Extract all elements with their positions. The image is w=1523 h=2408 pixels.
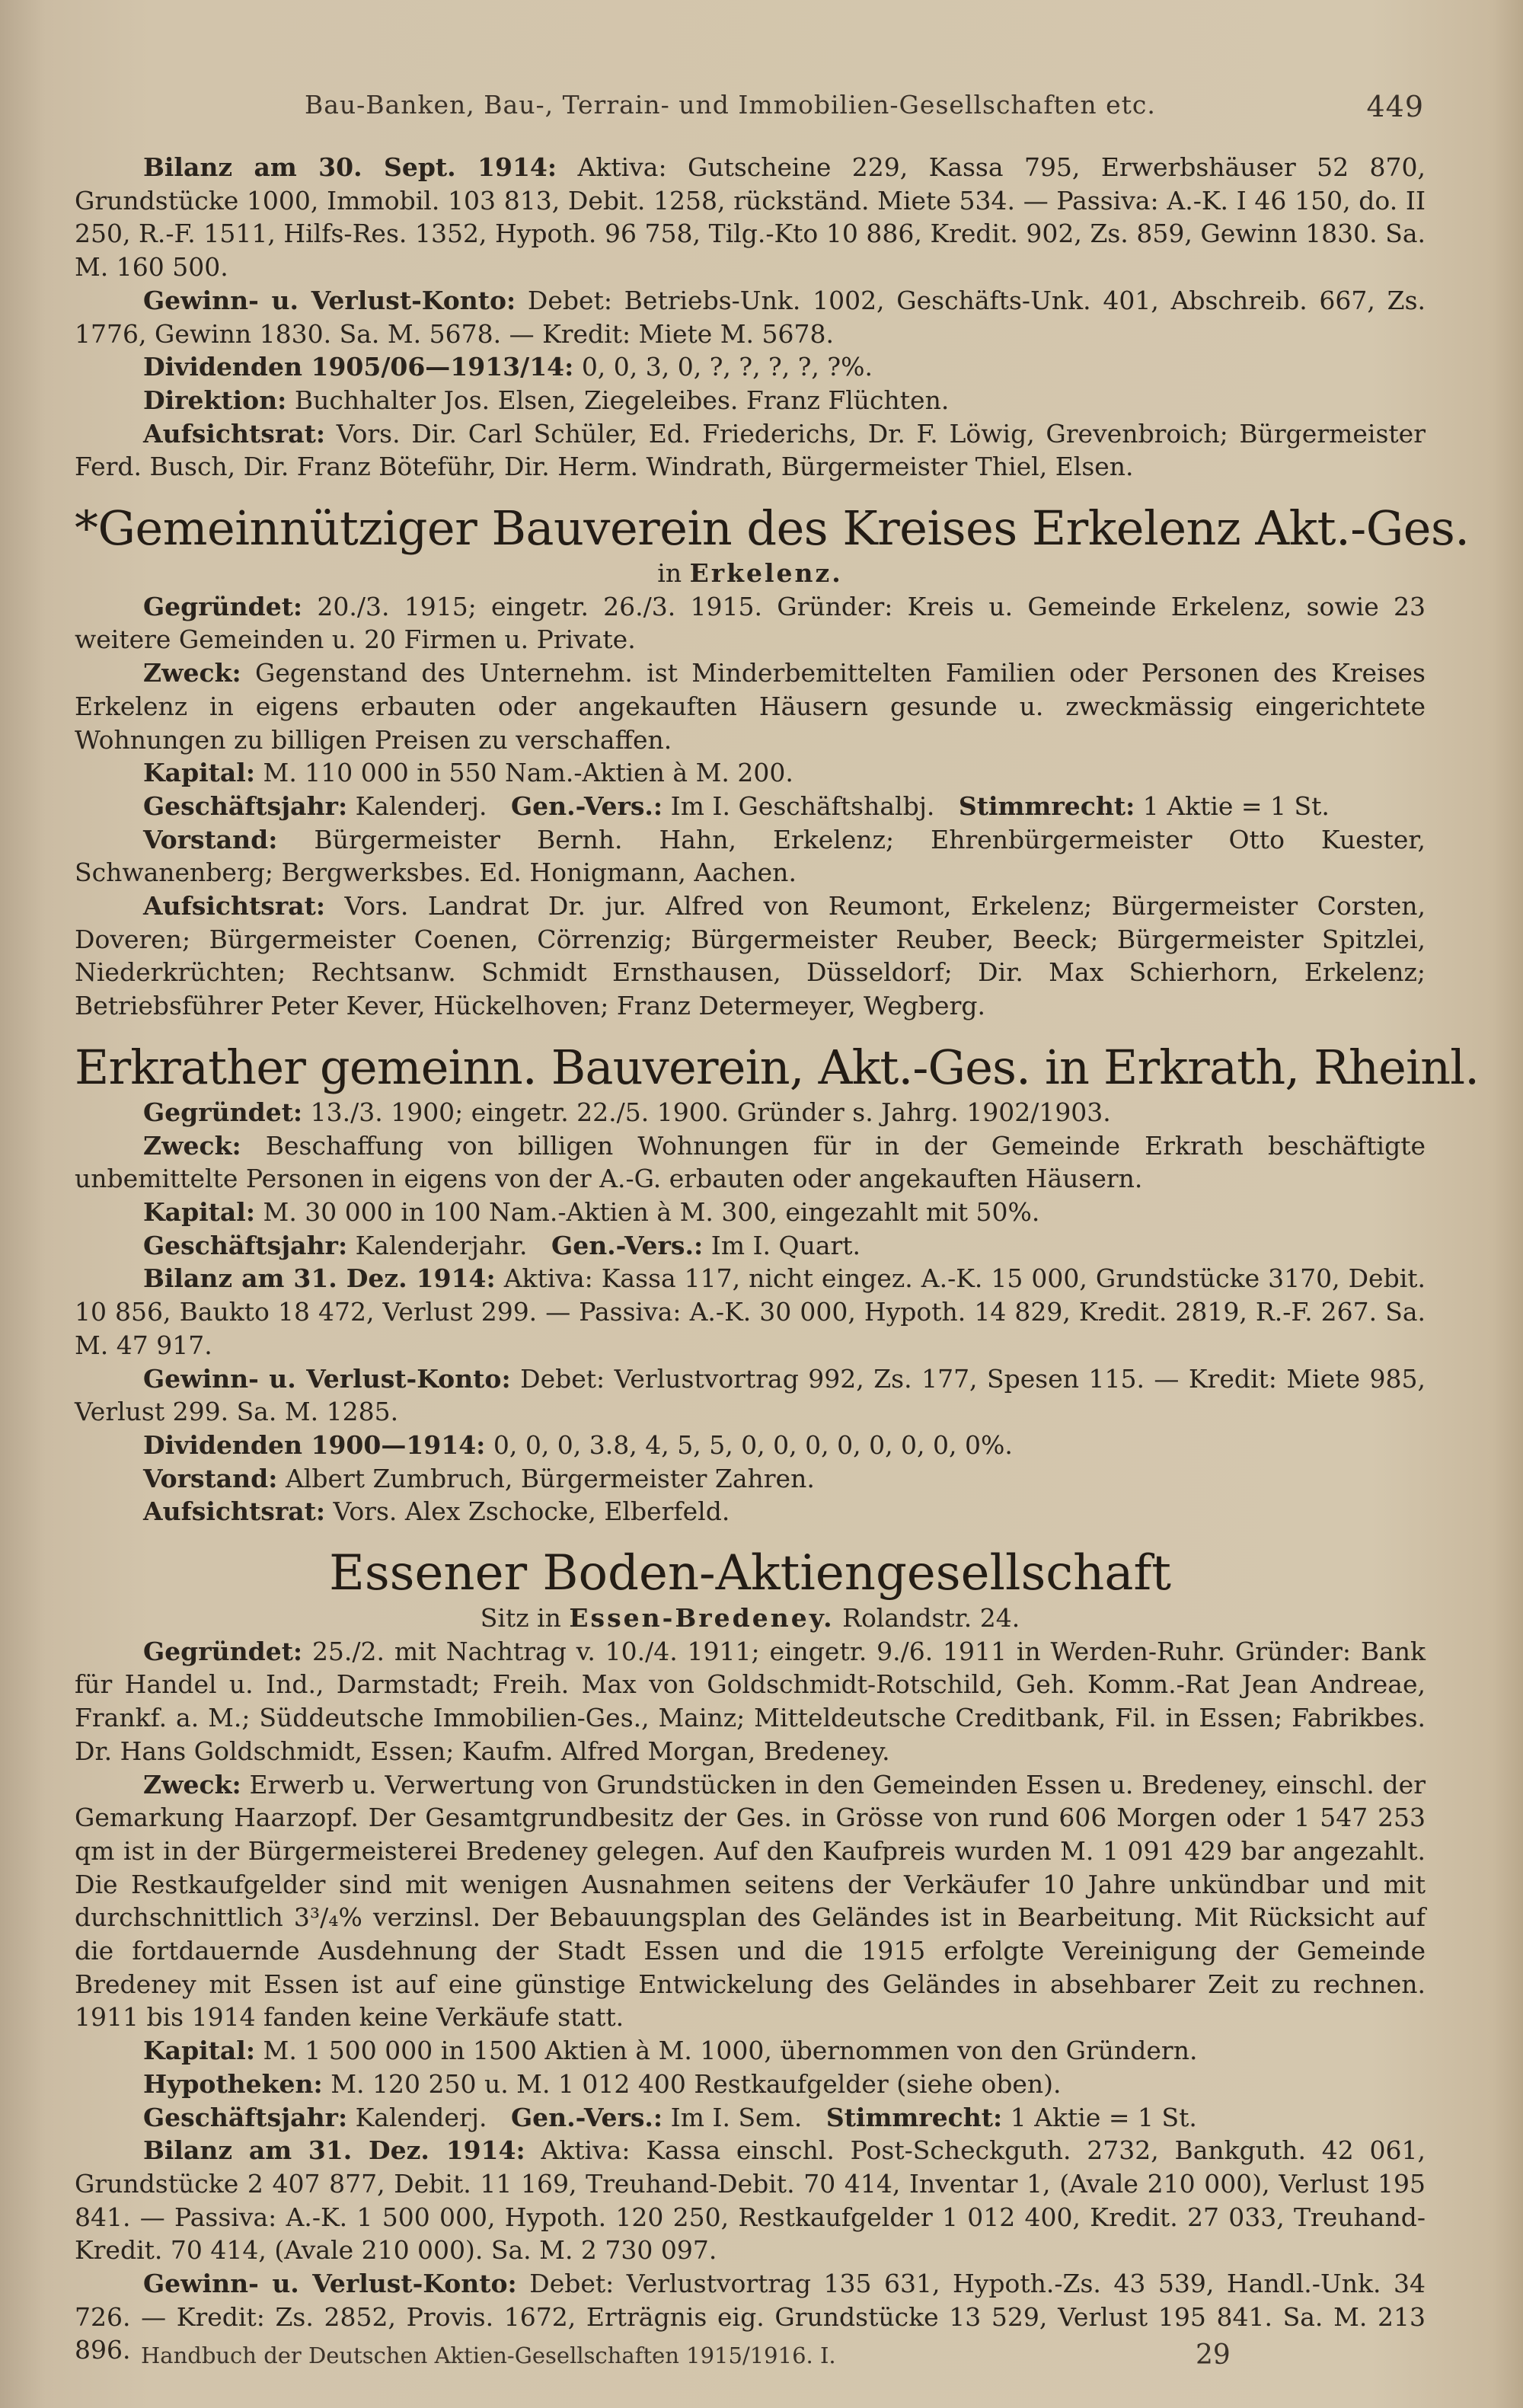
co2-guv-text: Debet: Verlustvortrag 992, Zs. 177, Spesen 115. — Kredit: Miete 985, Verlust 299. Sa. M. 1285. (75, 1363, 1426, 1427)
co3-zweck (75, 1768, 1426, 2035)
co3-hyp-text: M. 120 250 u. M. 1 012 400 Restkaufgelder (siehe oben). (330, 2068, 1062, 2099)
prev-dividenden (75, 350, 1426, 384)
co1-ar-text: Vors. Landrat Dr. jur. Alfred von Reumont, Erkelenz; Bürgermeister Corsten, Doveren; Bürgermeister Coenen, Cörrenzig; Bürgermeister Reuber, Beeck; Bürgermeister Spitzlei, Niederkrüchten; Rechtsanw. Schmidt Ernsthausen, Düsseldorf; Dir. Max Schierhorn, Erkelenz; Betriebsführer Peter Kever, Hückelhoven; Franz Determeyer, Wegberg. (75, 891, 1426, 1021)
co2-geschaeftsjahr (75, 1229, 1426, 1263)
co3-sr-text: 1 Aktie = 1 St. (1010, 2102, 1197, 2132)
co3-gv-text: Im I. Sem. (670, 2102, 803, 2132)
co1-sr-text: 1 Aktie = 1 St. (1142, 790, 1330, 821)
co2-guv (75, 1362, 1426, 1429)
co1-geschaeftsjahr (75, 790, 1426, 823)
co3-zweck-text: Erwerb u. Verwertung von Grundstücken in den Gemeinden Essen u. Bredeney, einschl. der Gemarkung Haarzopf. Der Gesamtgrundbesitz der Ges. in Grösse von rund 606 Morgen oder 1 547 253 qm ist in der Bürgermeisterei Bredeney gelegen. Auf den Kaufpreis wurden M. 1 091 429 bar angezahlt. Die Restkaufgelder sind mit wenigen Ausnahmen seitens der Verkäufer 10 Jahre unkündbar und mit durchschnittlich 3³/₄% verzinsl. Der Bebauungsplan des Geländes ist in Bearbeitung. Mit Rücksicht auf die fortdauernde Ausdehnung der Stadt Essen und die 1915 erfolgte Vereinigung der Gemeinde Bredeney mit Essen ist auf eine günstige Entwickelung des Geländes in absehbarer Zeit zu rechnen. 1911 bis 1914 fanden keine Verkäufe statt. (75, 1769, 1426, 2033)
prev-ar-text: Vors. Dir. Carl Schüler, Ed. Friederichs, Dr. F. Löwig, Grevenbroich; Bürgermeister Ferd. Busch, Dir. Franz Böteführ, Dir. Herm. Windrath, Bürgermeister Thiel, Elsen. (75, 418, 1426, 482)
prev-dir-label: Direktion: (143, 385, 287, 415)
co1-vorstand-label: Vorstand: (143, 824, 278, 854)
co1-gv-label: Gen.-Vers.: (510, 790, 663, 821)
co2-zweck-label: Zweck: (143, 1130, 241, 1161)
co2-ar-text: Vors. Alex Zschocke, Elberfeld. (333, 1496, 730, 1527)
company-title-erkrath: Erkrather gemeinn. Bauverein, Akt.-Ges. in Erkrath, Rheinl. (75, 1039, 1480, 1095)
footer-source: Handbuch der Deutschen Aktien-Gesellschaften 1915/1916. I. (141, 2343, 836, 2368)
co3-kapital-text: M. 1 500 000 in 1500 Aktien à M. 1000, übernommen von den Gründern. (263, 2036, 1198, 2066)
co2-bilanz-label: Bilanz am 31. Dez. 1914: (143, 1263, 496, 1294)
prev-aufsichtsrat (75, 417, 1426, 484)
co1-sr-label: Stimmrecht: (958, 790, 1135, 821)
co2-gv-text: Im I. Quart. (710, 1230, 861, 1260)
co1-zweck-label: Zweck: (143, 658, 241, 688)
prev-guv (75, 284, 1426, 350)
co2-guv-label: Gewinn- u. Verlust-Konto: (143, 1363, 511, 1394)
co3-hypotheken (75, 2068, 1426, 2101)
co1-gj-text: Kalenderj. (355, 790, 487, 821)
co3-guv-label: Gewinn- u. Verlust-Konto: (143, 2269, 517, 2299)
co1-zweck (75, 656, 1426, 756)
company-location-erkelenz (75, 557, 1426, 590)
page-number: 449 (1366, 90, 1424, 123)
co2-zweck-text: Beschaffung von billigen Wohnungen für in der Gemeinde Erkrath beschäftigte unbemittelte Personen in eigens von der A.-G. erbauten oder angekauften Häusern. (75, 1130, 1426, 1194)
page-content (75, 151, 1480, 2367)
co1-ar-label: Aufsichtsrat: (143, 891, 326, 921)
co2-gj-text: Kalenderjahr. (355, 1230, 528, 1260)
co3-kapital (75, 2034, 1426, 2068)
prev-dir-text: Buchhalter Jos. Elsen, Ziegeleibes. Franz Flüchten. (294, 385, 950, 415)
co2-ar-label: Aufsichtsrat: (143, 1496, 326, 1527)
co2-vorstand-text: Albert Zumbruch, Bürgermeister Zahren. (285, 1463, 815, 1493)
co2-zweck (75, 1129, 1426, 1196)
co2-vorstand (75, 1462, 1426, 1496)
co3-sr-label: Stimmrecht: (825, 2102, 1003, 2132)
prev-guv-text: Debet: Betriebs-Unk. 1002, Geschäfts-Unk. 401, Abschreib. 667, Zs. 1776, Gewinn 1830. Sa. M. 5678. — Kredit: Miete M. 5678. (75, 285, 1426, 349)
co3-zweck-label: Zweck: (143, 1769, 241, 1800)
co3-hyp-label: Hypotheken: (143, 2068, 323, 2099)
co2-kapital-label: Kapital: (143, 1196, 256, 1227)
co3-gegr-text: 25./2. mit Nachtrag v. 10./4. 1911; eingetr. 9./6. 1911 in Werden-Ruhr. Gründer: Bank für Handel u. Ind., Darmstadt; Freih. Max von Goldschmidt-Rotschild, Geh. Komm.-Rat Jean Andreae, Frankf. a. M.; Süddeutsche Immobilien-Ges., Mainz; Mitteldeutsche Creditbank, Fil. in Essen; Fabrikbes. Dr. Hans Goldschmidt, Essen; Kaufm. Alfred Morgan, Bredeney. (75, 1636, 1426, 1766)
loc-city: Erkelenz. (689, 558, 843, 589)
co2-div-label: Dividenden 1900—1914: (143, 1429, 486, 1460)
prev-bilanz-label: Bilanz am 30. Sept. 1914: (143, 152, 557, 182)
prev-ar-label: Aufsichtsrat: (143, 418, 326, 449)
co1-gegr-label: Gegründet: (143, 591, 303, 621)
running-title: Bau-Banken, Bau-, Terrain- und Immobilien-Gesellschaften etc. (305, 90, 1156, 120)
co3-gegr-label: Gegründet: (143, 1636, 303, 1666)
co1-kapital-text: M. 110 000 in 550 Nam.-Aktien à M. 200. (263, 758, 793, 788)
co3-geschaeftsjahr (75, 2101, 1426, 2135)
co3-gegruendet (75, 1635, 1426, 1768)
company-title-erkelenz: *Gemeinnütziger Bauverein des Kreises Erkelenz Akt.-Ges. (75, 500, 1470, 557)
co1-gegr-text: 20./3. 1915; eingetr. 26./3. 1915. Gründer: Kreis u. Gemeinde Erkelenz, sowie 23 weitere Gemeinden u. 20 Firmen u. Private. (75, 591, 1426, 655)
co2-kapital-text: M. 30 000 in 100 Nam.-Aktien à M. 300, eingezahlt mit 50%. (263, 1196, 1040, 1227)
page-footer (141, 2339, 1401, 2371)
prev-bilanz-text: Aktiva: Gutscheine 229, Kassa 795, Erwerbshäuser 52 870, Grundstücke 1000, Immobil. 103 813, Debit. 1258, rückständ. Miete 534. — Passiva: A.-K. I 46 150, do. II 250, R.-F. 1511, Hilfs-Res. 1352, Hypoth. 96 758, Tilg.-Kto 10 886, Kredit. 902, Zs. 859, Gewinn 1830. Sa. M. 160 500. (75, 152, 1426, 283)
signature-mark: 29 (1196, 2339, 1231, 2371)
co1-kapital (75, 756, 1426, 790)
prev-bilanz (75, 151, 1426, 284)
co2-dividenden (75, 1429, 1426, 1462)
prev-div-text: 0, 0, 3, 0, ?, ?, ?, ?, ?%. (581, 352, 873, 382)
loc-street: Rolandstr. 24. (842, 1603, 1020, 1634)
co1-gv-text: Im I. Geschäftshalbj. (670, 790, 935, 821)
co2-gegruendet (75, 1096, 1426, 1129)
co2-gegr-label: Gegründet: (143, 1097, 303, 1127)
co3-guv-text: Debet: Verlustvortrag 135 631, Hypoth.-Zs. 43 539, Handl.-Unk. 34 726. — Kredit: Zs. 2852, Provis. 1672, Erträgnis eig. Grundstücke 13 529, Verlust 195 841. Sa. M. 213 896. (75, 2269, 1426, 2365)
co1-aufsichtsrat (75, 889, 1426, 1023)
co3-gv-label: Gen.-Vers.: (510, 2102, 663, 2132)
co3-gj-label: Geschäftsjahr: (143, 2102, 348, 2132)
co2-vorstand-label: Vorstand: (143, 1463, 278, 1493)
co3-gj-text: Kalenderj. (355, 2102, 487, 2132)
co2-bilanz (75, 1262, 1426, 1362)
co2-gj-label: Geschäftsjahr: (143, 1230, 348, 1260)
loc-prefix: in (657, 558, 682, 589)
company-location-essen (75, 1602, 1426, 1635)
company-title-essen: Essener Boden-Aktiengesellschaft (329, 1545, 1171, 1602)
prev-direktion (75, 384, 1426, 417)
prev-guv-label: Gewinn- u. Verlust-Konto: (143, 285, 516, 315)
co3-bilanz-label: Bilanz am 31. Dez. 1914: (143, 2135, 525, 2166)
co2-kapital (75, 1196, 1426, 1229)
loc-city: Essen-Bredeney. (569, 1603, 835, 1634)
co2-bilanz-text: Aktiva: Kassa 117, nicht eingez. A.-K. 15 000, Grundstücke 3170, Debit. 10 856, Baukto 18 472, Verlust 299. — Passiva: A.-K. 30 000, Hypoth. 14 829, Kredit. 2819, R.-F. 267. Sa. M. 47 917. (75, 1263, 1426, 1360)
co1-kapital-label: Kapital: (143, 758, 256, 788)
co1-vorstand-text: Bürgermeister Bernh. Hahn, Erkelenz; Ehrenbürgermeister Otto Kuester, Schwanenberg; Bergwerksbes. Ed. Honigmann, Aachen. (75, 824, 1426, 888)
co2-gegr-text: 13./3. 1900; eingetr. 22./5. 1900. Gründer s. Jahrg. 1902/1903. (310, 1097, 1111, 1127)
co1-vorstand (75, 823, 1426, 889)
co2-div-text: 0, 0, 0, 3.8, 4, 5, 5, 0, 0, 0, 0, 0, 0, 0, 0%. (493, 1429, 1013, 1460)
co1-gj-label: Geschäftsjahr: (143, 790, 348, 821)
co2-aufsichtsrat (75, 1495, 1426, 1528)
loc-prefix: Sitz in (480, 1603, 561, 1634)
prev-div-label: Dividenden 1905/06—1913/14: (143, 352, 574, 382)
co3-bilanz-text: Aktiva: Kassa einschl. Post-Scheckguth. 2732, Bankguth. 42 061, Grundstücke 2 407 877, Debit. 11 169, Treuhand-Debit. 70 414, Inventar 1, (Avale 210 000), Verlust 195 841. — Passiva: A.-K. 1 500 000, Hypoth. 120 250, Restkaufgelder 1 012 400, Kredit. 27 033, Treuhand-Kredit. 70 414, (Avale 210 000). Sa. M. 2 730 097. (75, 2135, 1426, 2266)
co1-gegruendet (75, 590, 1426, 656)
co3-kapital-label: Kapital: (143, 2036, 256, 2066)
co2-gv-label: Gen.-Vers.: (551, 1230, 704, 1260)
co1-zweck-text: Gegenstand des Unternehm. ist Minderbemittelten Familien oder Personen des Kreises Erkelenz in eigens erbauten oder angekauften Häusern gesunde u. zweckmässig eingerichtete Wohnungen zu billigen Preisen zu verschaffen. (75, 658, 1426, 755)
co3-bilanz (75, 2134, 1426, 2267)
